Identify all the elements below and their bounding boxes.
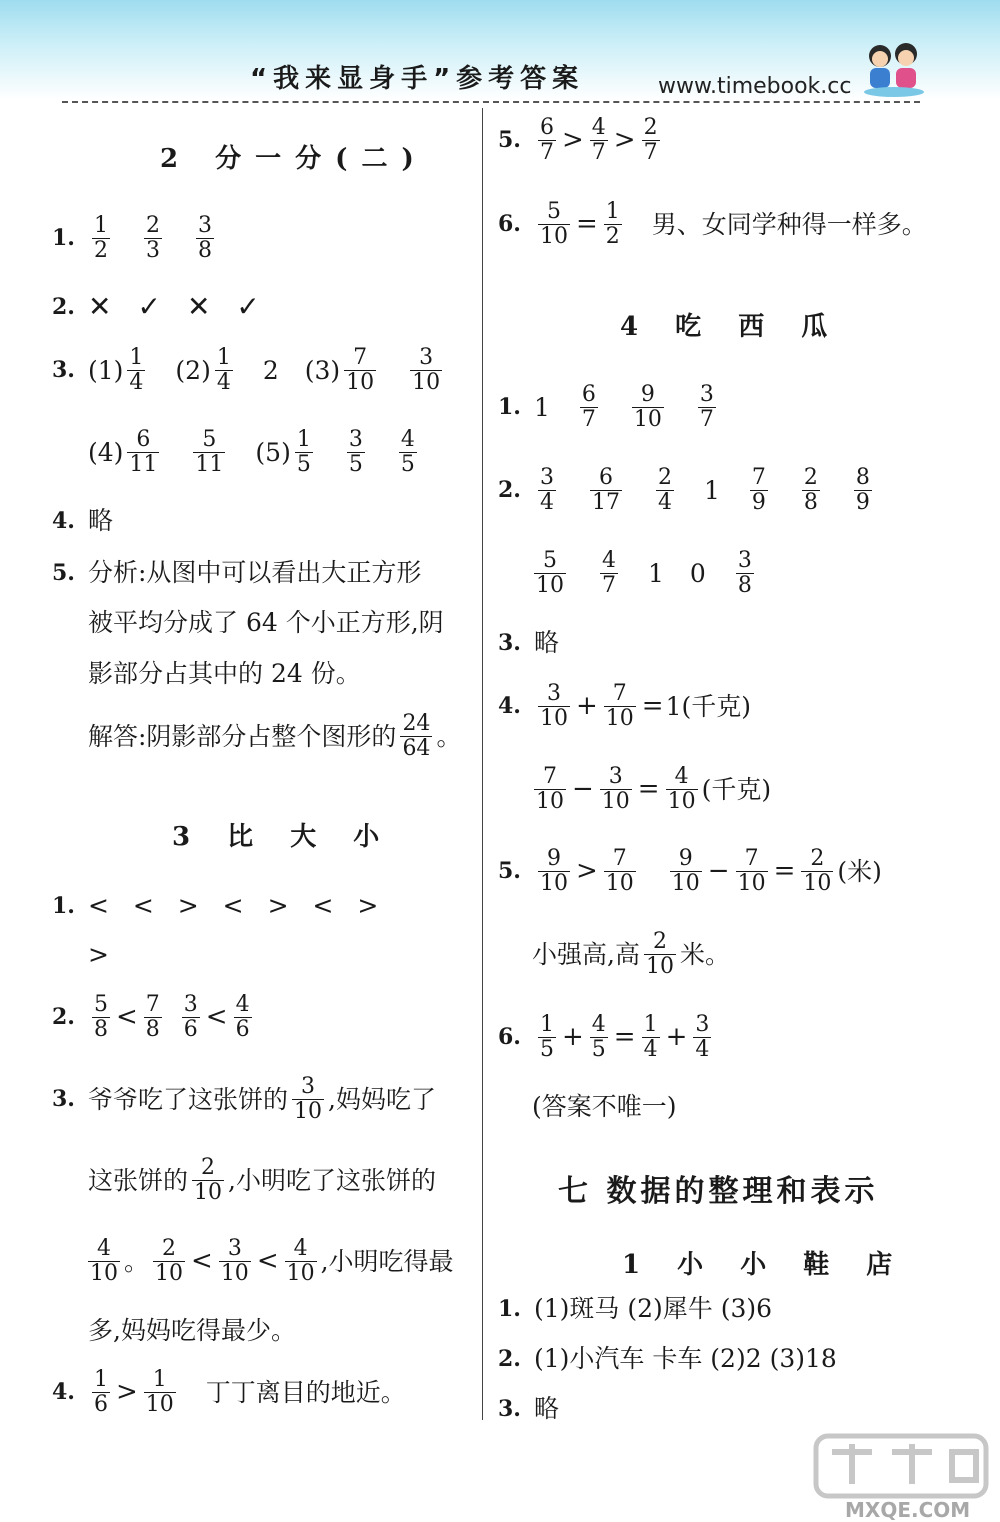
answer-text: 被平均分成了 64 个小正方形,阴 [88,608,444,637]
answer-item: 4. $\frac{3}{10}$ + $\frac{7}{10}$ = 1(千克) [498,681,752,731]
answer-item: 3. 略 [498,1394,560,1423]
header-rule [62,101,920,103]
check-icon: ✓ [236,290,260,323]
answer-item: 3. 略 [498,628,560,657]
answer-item: 4. 略 [52,506,114,535]
section-title: 1 小 小 鞋 店 [622,1250,907,1280]
fraction: $\frac{3}{8}$ [198,213,212,263]
answer-item: 1. $\frac{1}{2}$ $\frac{2}{3}$ $\frac{3}{8}$ [52,213,212,263]
header-title: “我来显身手”参考答案 [250,64,585,94]
section-title: 4 吃 西 瓜 [620,312,842,342]
answer-item: 6. $\frac{1}{5}$ + $\frac{4}{5}$ = $\frac{1}{4}$ + $\frac{3}{4}$ [498,1012,710,1062]
chapter-title: 七 数据的整理和表示 [558,1174,879,1209]
answer-item: 5. $\frac{9}{10}$ > $\frac{7}{10}$ $\frac{9}{10}$ − $\frac{7}{10}$ = $\frac{2}{10}$ (米) [498,846,882,896]
answer-item: $\frac{4}{10}$ 。 $\frac{2}{10}$ < $\frac{3}{10}$ < $\frac{4}{10}$ ,小明吃得最 [90,1236,454,1286]
answer-item: $\frac{5}{10}$ $\frac{4}{7}$ 1 0 $\frac{3}{8}$ [536,548,752,598]
kids-logo-icon [862,40,926,98]
answer-item: 2. ✕ ✓ ✕ ✓ [52,290,260,323]
answer-item: 3. (1) $\frac{1}{4}$ (2) $\frac{1}{4}$ 2 (3) $\frac{7}{10}$ $\frac{3}{10}$ [52,345,441,395]
answer-item: 5. $\frac{6}{7}$ > $\frac{4}{7}$ > $\frac{2}{7}$ [498,115,658,165]
cross-icon: ✕ [88,290,112,323]
check-icon: ✓ [137,290,161,323]
header-url: www.timebook.cc [658,74,852,99]
fraction: $\frac{2}{3}$ [146,213,160,263]
section-title: 2 分一分(二) [160,144,428,174]
answer-item: 5. 分析:从图中可以看出大正方形 [52,558,422,587]
fraction: $\frac{1}{2}$ [94,213,108,263]
answer-item: $\frac{7}{10}$ − $\frac{3}{10}$ = $\frac{4}{10}$ (千克) [536,764,772,814]
answer-text: > [88,940,109,969]
answer-item: 2. (1)小汽车 卡车 (2)2 (3)18 [498,1344,837,1373]
answer-item: 1. < < > < > < > [52,891,387,920]
answer-text: 影部分占其中的 24 份。 [88,659,361,688]
answer-item: 2. $\frac{3}{4}$ $\frac{6}{17}$ $\frac{2}{4}$ 1 $\frac{7}{9}$ $\frac{2}{8}$ $\frac{8}{9}$ [498,465,870,515]
section-title: 3 比 大 小 [172,822,394,852]
answer-item: 小强高,高 $\frac{2}{10}$ 米。 [532,929,730,979]
answer-item: (4) $\frac{6}{11}$ $\frac{5}{11}$ (5) $\frac{1}{5}$ $\frac{3}{5}$ $\frac{4}{5}$ [88,427,415,477]
page-header [0,0,1000,100]
answer-item: 这张饼的 $\frac{2}{10}$ ,小明吃了这张饼的 [88,1155,436,1205]
answer-item: 4. $\frac{1}{6}$ > $\frac{1}{10}$ 丁丁离目的地近。 [52,1367,406,1417]
answer-text: (答案不唯一) [532,1092,677,1121]
column-divider [482,108,483,1420]
answer-item: 2. $\frac{5}{8}$ < $\frac{7}{8}$ $\frac{3}{6}$ < $\frac{4}{6}$ [52,992,250,1042]
answer-item: 3. 爷爷吃了这张饼的 $\frac{3}{10}$ ,妈妈吃了 [52,1074,436,1124]
watermark-text: MXQE.COM [845,1498,971,1522]
answer-item: 1. (1)斑马 (2)犀牛 (3)6 [498,1294,773,1323]
answer-item: 解答:阴影部分占整个图形的 $\frac{24}{64}$ 。 [88,711,462,761]
answer-text: 多,妈妈吃得最少。 [88,1316,296,1345]
answer-item: 6. $\frac{5}{10}$ = $\frac{1}{2}$ 男、女同学种得一样多。 [498,199,927,249]
answer-item: 1. 1 $\frac{6}{7}$ $\frac{9}{10}$ $\frac{3}{7}$ [498,382,714,432]
cross-icon: ✕ [186,290,211,323]
